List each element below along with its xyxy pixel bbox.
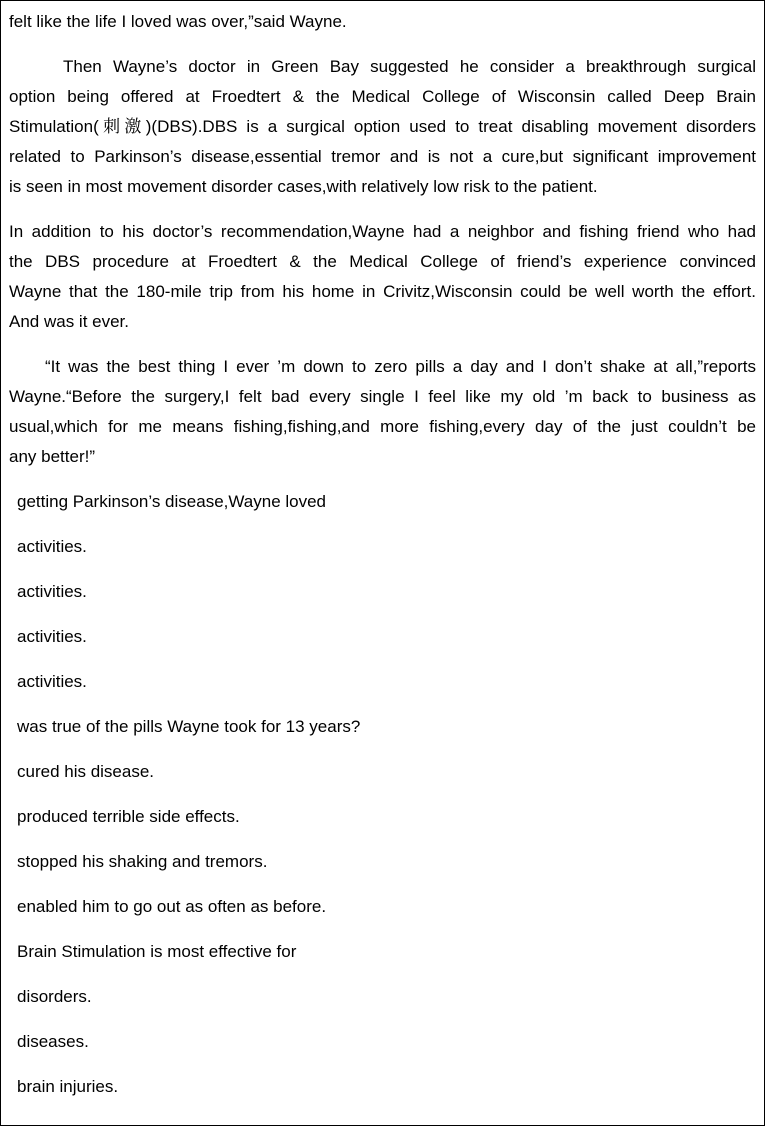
passage-line: the DBS procedure at Froedtert & the Medical College of friend’s experience convinced bbox=[9, 252, 756, 271]
answer-option[interactable]: diseases. bbox=[17, 1032, 89, 1051]
answer-option[interactable]: activities. bbox=[17, 672, 87, 691]
answer-option[interactable]: enabled him to go out as often as before. bbox=[17, 897, 327, 916]
passage-line: is seen in most movement disorder cases,with relatively low risk to the patient. bbox=[9, 177, 598, 196]
passage-line: Stimulation(刺激)(DBS).DBS is a surgical option used to treat disabling movement disorders bbox=[9, 117, 756, 136]
answer-option[interactable]: activities. bbox=[17, 537, 87, 556]
passage-line: felt like the life I loved was over,”said Wayne. bbox=[9, 12, 347, 31]
answer-option[interactable]: activities. bbox=[17, 627, 87, 646]
passage-line: any better!” bbox=[9, 447, 95, 466]
passage-line: related to Parkinson’s disease,essential tremor and is not a cure,but significant improvement bbox=[9, 147, 756, 166]
answer-option[interactable]: disorders. bbox=[17, 987, 92, 1006]
passage-line: Wayne that the 180-mile trip from his home in Crivitz,Wisconsin could be well worth the effort. bbox=[9, 282, 756, 301]
answer-option[interactable]: brain injuries. bbox=[17, 1077, 119, 1096]
answer-option[interactable]: activities. bbox=[17, 582, 87, 601]
question-stem: Brain Stimulation is most effective for bbox=[17, 942, 297, 961]
passage-line: usual,which for me means fishing,fishing,and more fishing,every day of the just couldn’t be bbox=[9, 417, 756, 436]
passage-line: option being offered at Froedtert & the Medical College of Wisconsin called Deep Brain bbox=[9, 87, 756, 106]
passage-line: Then Wayne’s doctor in Green Bay suggested he consider a breakthrough surgical bbox=[63, 57, 756, 76]
answer-option[interactable]: produced terrible side effects. bbox=[17, 807, 240, 826]
passage-line: In addition to his doctor’s recommendation,Wayne had a neighbor and fishing friend who had bbox=[9, 222, 756, 241]
passage-line: “It was the best thing I ever ’m down to zero pills a day and I don’t shake at all,”reports bbox=[45, 357, 756, 376]
passage-line: Wayne.“Before the surgery,I felt bad every single I feel like my old ’m back to business as bbox=[9, 387, 756, 406]
answer-option[interactable]: cured his disease. bbox=[17, 762, 155, 781]
question-stem: getting Parkinson’s disease,Wayne loved bbox=[17, 492, 327, 511]
question-stem: was true of the pills Wayne took for 13 years? bbox=[17, 717, 361, 736]
passage-line: And was it ever. bbox=[9, 312, 130, 331]
answer-option[interactable]: stopped his shaking and tremors. bbox=[17, 852, 268, 871]
